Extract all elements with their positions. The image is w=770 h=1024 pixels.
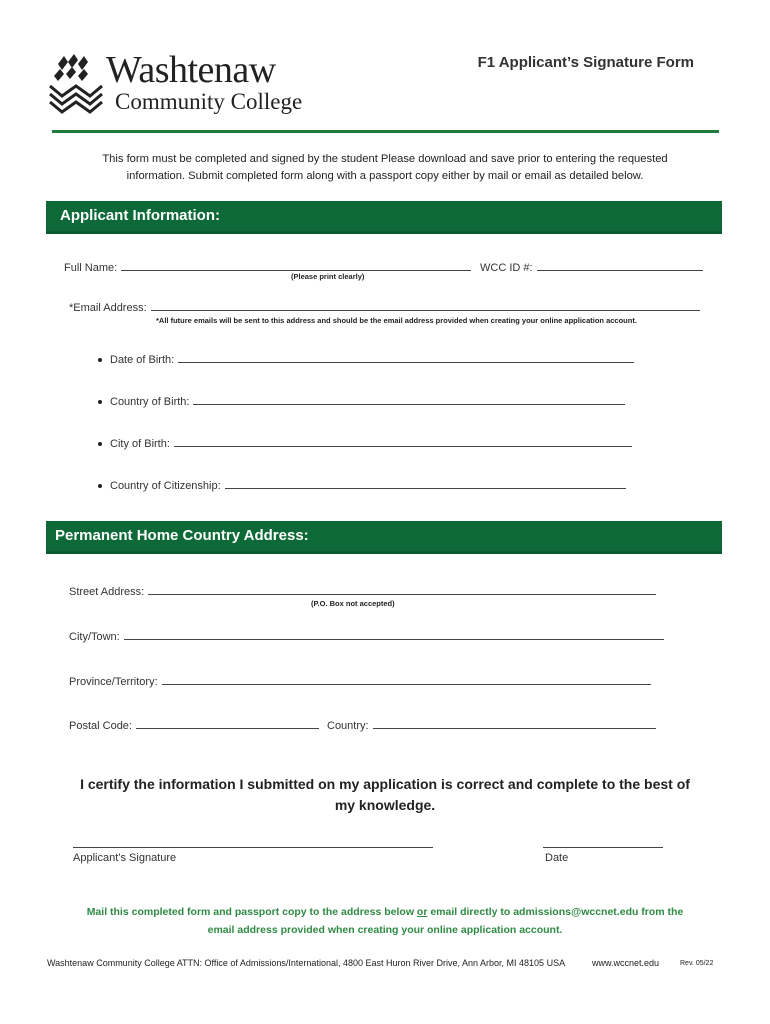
signature-line[interactable]: [73, 847, 433, 848]
street-address-label: Street Address:: [69, 586, 145, 598]
certification-line-2: my knowledge.: [334, 797, 436, 813]
signature-label: Applicant’s Signature: [73, 852, 177, 864]
mail-instructions-line-2: email address provided when creating your online application account.: [207, 924, 563, 936]
address-section-header: [46, 521, 722, 554]
mail-instructions-part-1: Mail this completed form and passport copy to the address below: [86, 906, 417, 918]
footer-revision: Rev. 05/22: [680, 960, 714, 967]
date-label: Date: [545, 852, 569, 864]
postal-code-field[interactable]: [69, 717, 319, 732]
wcc-id-field[interactable]: [480, 259, 703, 274]
full-name-label: Full Name:: [64, 262, 118, 274]
email-input-line[interactable]: [151, 299, 700, 311]
postal-code-input-line[interactable]: [136, 717, 319, 729]
wcc-id-input-line[interactable]: [537, 259, 703, 271]
citizenship-label: Country of Citizenship:: [110, 480, 221, 492]
bullet-icon: [98, 400, 102, 404]
date-line[interactable]: [543, 847, 663, 848]
postal-code-label: Postal Code:: [69, 720, 132, 732]
country-of-birth-input-line[interactable]: [193, 393, 625, 405]
country-label: Country:: [327, 720, 369, 732]
footer-address: Washtenaw Community College ATTN: Office of Admissions/International, 4800 East Huron River Drive, Ann Arbor, MI 48105 USA: [47, 958, 566, 968]
form-title: F1 Applicant’s Signature Form: [477, 54, 694, 71]
full-name-input-line[interactable]: [121, 259, 471, 271]
country-of-birth-field[interactable]: [98, 393, 625, 408]
province-input-line[interactable]: [162, 673, 651, 685]
intro-line-1: This form must be completed and signed by the student Please download and save prior to entering the requested: [102, 153, 668, 165]
bullet-icon: [98, 484, 102, 488]
street-address-field[interactable]: [69, 583, 656, 598]
street-address-note: (P.O. Box not accepted): [311, 599, 395, 608]
applicant-section-header: [46, 201, 722, 234]
footer-website[interactable]: www.wccnet.edu: [592, 958, 660, 968]
certification-statement: [40, 774, 730, 816]
intro-text: [40, 151, 730, 185]
citizenship-input-line[interactable]: [225, 477, 626, 489]
dob-field[interactable]: [98, 351, 634, 366]
mail-instructions-line-1: [40, 903, 730, 921]
city-town-field[interactable]: [69, 628, 664, 643]
header-divider: [52, 130, 719, 133]
citizenship-field[interactable]: [98, 477, 626, 492]
wcc-id-label: WCC ID #:: [480, 262, 533, 274]
bullet-icon: [98, 442, 102, 446]
email-label: *Email Address:: [69, 302, 147, 314]
city-of-birth-input-line[interactable]: [174, 435, 632, 447]
city-of-birth-field[interactable]: [98, 435, 632, 450]
certification-line-1: I certify the information I submitted on my application is correct and complete to the best of: [80, 776, 690, 792]
email-field[interactable]: [69, 299, 700, 314]
mail-instructions-or: or: [416, 906, 428, 918]
intro-line-2: information. Submit completed form along with a passport copy either by mail or email as detailed below.: [126, 170, 644, 182]
logo-mark-icon: [48, 54, 104, 116]
country-of-birth-label: Country of Birth:: [110, 396, 190, 408]
city-town-label: City/Town:: [69, 631, 120, 643]
address-section-title: Permanent Home Country Address:: [55, 527, 309, 544]
country-field[interactable]: [327, 717, 656, 732]
street-address-input-line[interactable]: [148, 583, 656, 595]
full-name-field[interactable]: [64, 259, 471, 274]
logo-text-community-college: Community College: [115, 89, 303, 114]
country-input-line[interactable]: [373, 717, 656, 729]
dob-input-line[interactable]: [178, 351, 634, 363]
email-note: *All future emails will be sent to this address and should be the email address provided when creating your online application account.: [156, 316, 637, 325]
full-name-note: (Please print clearly): [291, 272, 365, 281]
logo-text-washtenaw: Washtenaw: [106, 49, 276, 91]
province-field[interactable]: [69, 673, 651, 688]
city-of-birth-label: City of Birth:: [110, 438, 170, 450]
bullet-icon: [98, 358, 102, 362]
dob-label: Date of Birth:: [110, 354, 175, 366]
province-label: Province/Territory:: [69, 676, 158, 688]
mail-instructions: [40, 903, 730, 939]
mail-instructions-part-2: email directly to admissions@wccnet.edu from the: [427, 906, 684, 918]
applicant-section-title: Applicant Information:: [60, 207, 220, 224]
college-logo: [48, 50, 318, 120]
city-town-input-line[interactable]: [124, 628, 664, 640]
